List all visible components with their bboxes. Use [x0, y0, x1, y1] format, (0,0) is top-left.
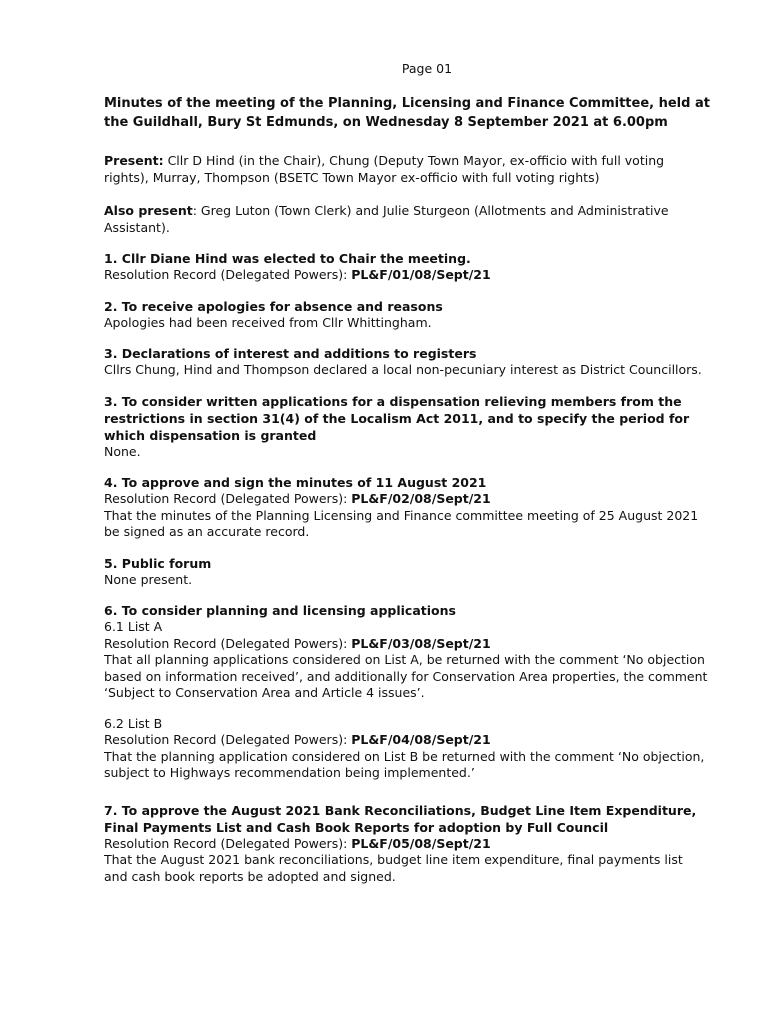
item-heading: 1. Cllr Diane Hind was elected to Chair the meeting.: [104, 251, 471, 266]
item-heading: 2. To receive apologies for absence and reasons: [104, 298, 443, 314]
item-heading: 3. To consider written applications for a dispensation relieving members from the restrictions in section 31(4) of the Localism Act 2011, and to specify the period for which dispensation is granted: [104, 393, 690, 443]
resolution-label: Resolution Record (Delegated Powers):: [104, 835, 352, 851]
item-body: None present.: [104, 571, 193, 587]
present-paragraph: [104, 153, 710, 186]
resolution-record: [104, 267, 710, 284]
item-body: None.: [104, 443, 141, 459]
sub-label: 6.1 List A: [104, 619, 163, 634]
item-body: That the August 2021 bank reconciliations, budget line item expenditure, final payments list and cash book reports be adopted and signed.: [104, 852, 683, 884]
item-body: That the planning application considered on List B be returned with the comment ‘No objection, subject to Highways recommendation being implemented.’: [104, 748, 705, 780]
present-label: Present:: [104, 153, 164, 168]
item-4: [104, 474, 710, 541]
list-b-section: [104, 716, 710, 782]
item-heading: 5. Public forum: [104, 555, 212, 571]
spacer: [104, 782, 710, 802]
item-body: Cllrs Chung, Hind and Thompson declared a local non-pecuniary interest as District Councillors.: [104, 362, 702, 377]
item-3-declarations: [104, 345, 710, 379]
also-present-paragraph: [104, 203, 710, 236]
item-body: Apologies had been received from Cllr Whittingham.: [104, 314, 432, 330]
present-text: Cllr D Hind (in the Chair), Chung (Deputy Town Mayor, ex-officio with full voting rights), Murray, Thompson (BSETC Town Mayor ex-officio with full voting rights): [104, 153, 665, 185]
resolution-label: Resolution Record (Delegated Powers):: [104, 267, 352, 282]
item-body: That all planning applications considered on List A, be returned with the comment ‘No objection based on information received’, and additionally for Conservation Area properties, the comment ‘Subject to Conservation Area and Article 4 issues’.: [104, 652, 708, 700]
item-7: [104, 802, 710, 886]
also-present-text: : Greg Luton (Town Clerk) and Julie Sturgeon (Allotments and Administrative Assistant).: [104, 203, 669, 235]
resolution-label: Resolution Record (Delegated Powers):: [104, 635, 352, 651]
item-heading: 7. To approve the August 2021 Bank Reconciliations, Budget Line Item Expenditure, Final Payments List and Cash Book Reports for adoption by Full Council: [104, 802, 697, 835]
resolution-code: PL&F/03/08/Sept/21: [351, 635, 491, 651]
item-heading: 4. To approve and sign the minutes of 11 August 2021: [104, 475, 487, 490]
resolution-code: PL&F/05/08/Sept/21: [351, 835, 491, 851]
item-6: [104, 602, 710, 782]
resolution-record: [104, 636, 710, 653]
resolution-record: [104, 732, 710, 749]
resolution-record: [104, 836, 710, 853]
sub-label: 6.2 List B: [104, 715, 163, 731]
resolution-code: PL&F/01/08/Sept/21: [351, 267, 491, 282]
item-heading: 6. To consider planning and licensing applications: [104, 603, 456, 618]
resolution-label: Resolution Record (Delegated Powers):: [104, 732, 352, 747]
item-1: [104, 250, 710, 284]
item-body: That the minutes of the Planning Licensing and Finance committee meeting of 25 August 2021 be signed as an accurate record.: [104, 507, 699, 539]
item-2: [104, 298, 710, 332]
page-number: Page 01: [401, 61, 453, 76]
item-3-dispensation: [104, 393, 710, 461]
list-a-section: [104, 619, 710, 702]
resolution-label: Resolution Record (Delegated Powers):: [104, 491, 352, 506]
resolution-record: [104, 491, 710, 508]
also-present-label: Also present: [104, 203, 193, 218]
resolution-code: PL&F/04/08/Sept/21: [351, 732, 491, 747]
minutes-title: Minutes of the meeting of the Planning, Licensing and Finance Committee, held at the Guildhall, Bury St Edmunds, on Wednesday 8 September 2021 at 6.00pm: [104, 96, 710, 130]
item-5: [104, 555, 710, 589]
resolution-code: PL&F/02/08/Sept/21: [351, 491, 491, 506]
item-heading: 3. Declarations of interest and additions to registers: [104, 346, 477, 361]
